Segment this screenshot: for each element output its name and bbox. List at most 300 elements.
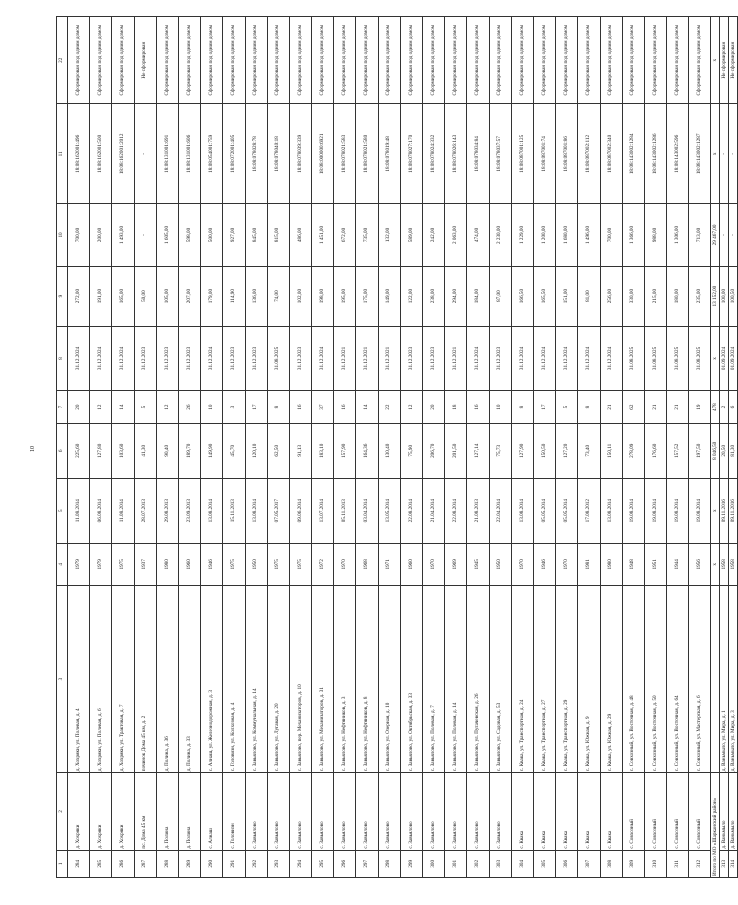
table-cell: с. Завьялово bbox=[378, 773, 400, 850]
table-cell: 130,40 bbox=[378, 423, 400, 478]
table-cell: 18:08:087001:125 bbox=[511, 104, 533, 204]
table-cell: с. Завьялово bbox=[467, 773, 489, 850]
table-cell: 225,60 bbox=[68, 423, 90, 478]
table-cell: 120,10 bbox=[245, 423, 267, 478]
table-cell: 31.08.2025 bbox=[622, 326, 644, 391]
table-cell: 14 bbox=[356, 391, 378, 423]
table-cell: Сформирован под одним домом bbox=[90, 17, 112, 104]
table-cell: 1946 bbox=[201, 543, 223, 585]
table-cell: 157,90 bbox=[334, 423, 356, 478]
table-cell: 09.11.2016 bbox=[729, 478, 738, 543]
table-cell: Сформирован под одним домом bbox=[533, 17, 555, 104]
table-cell: с. Квака, ул. Транспортная, д. 27 bbox=[533, 586, 555, 773]
table-cell: 31.08.2025 bbox=[644, 326, 666, 391]
table-cell: 189,70 bbox=[178, 423, 200, 478]
table-row bbox=[245, 17, 267, 878]
table-cell: 284 bbox=[68, 850, 90, 877]
table-cell: 1975 bbox=[267, 543, 289, 585]
table-row bbox=[578, 17, 600, 878]
table-cell: - bbox=[729, 204, 738, 266]
table-cell: 175,00 bbox=[356, 266, 378, 326]
total-cell: 29 467,00 bbox=[711, 204, 720, 266]
table-cell: 18:08:054001:759 bbox=[201, 104, 223, 204]
table-cell: 1937 bbox=[134, 543, 156, 585]
table-cell: 299 bbox=[400, 850, 422, 877]
table-cell: 1980 bbox=[600, 543, 622, 585]
table-cell: 1 306,00 bbox=[667, 204, 689, 266]
table-cell: с. Совхозный, ул. Восточная, д. 48 bbox=[622, 586, 644, 773]
table-cell: 1951 bbox=[644, 543, 666, 585]
table-cell: 19.08.2014 bbox=[644, 478, 666, 543]
table-cell: 31.08.2025 bbox=[267, 326, 289, 391]
table-cell: 815,00 bbox=[267, 204, 289, 266]
table-cell: с. Головизн, ул. Колхозная, д. 4 bbox=[223, 586, 245, 773]
column-header: 1 bbox=[57, 850, 68, 877]
table-cell: Сформирован под одним домом bbox=[223, 17, 245, 104]
table-cell: починок Дома 45 км, д. 2 bbox=[134, 586, 156, 773]
rotated-table-sheet bbox=[56, 16, 736, 878]
table-cell: 207,00 bbox=[178, 266, 200, 326]
table-cell: 103,60 bbox=[112, 423, 134, 478]
table-row bbox=[729, 17, 738, 878]
table-cell: 13.05.2014 bbox=[378, 478, 400, 543]
table-cell: 18:08:078039:339 bbox=[289, 104, 311, 204]
table-cell: - bbox=[720, 104, 729, 204]
column-header: 22 bbox=[57, 17, 68, 104]
table-cell: с. Завьялово bbox=[356, 773, 378, 850]
table-cell: с. Совхозный bbox=[622, 773, 644, 850]
table-cell: с. Квака bbox=[533, 773, 555, 850]
table-cell: 6 bbox=[729, 391, 738, 423]
table-cell: Сформирован под одним домом bbox=[156, 17, 178, 104]
table-cell: 41,30 bbox=[134, 423, 156, 478]
table-cell: 166,50 bbox=[511, 266, 533, 326]
table-cell: 18:08:087002:340 bbox=[600, 104, 622, 204]
table-cell: 305 bbox=[533, 850, 555, 877]
table-cell: 29.08.2013 bbox=[156, 478, 178, 543]
table-cell: 31.12.2024 bbox=[68, 326, 90, 391]
column-header: 11 bbox=[57, 104, 68, 204]
table-cell: 100,00 bbox=[720, 266, 729, 326]
column-header: 9 bbox=[57, 266, 68, 326]
table-cell: Сформирован под одним домом bbox=[312, 17, 334, 104]
table-cell: с. Совхозный bbox=[689, 773, 711, 850]
table-cell: с. Завьялово, ул. Полевая, д. 7 bbox=[423, 586, 445, 773]
table-cell: 294 bbox=[289, 850, 311, 877]
table-cell: 18:08:162001:2012 bbox=[112, 104, 134, 204]
table-cell: д. Хохряки, ул. Полевая, д. 6 bbox=[90, 586, 112, 773]
table-cell: Сформирован под одним домом bbox=[578, 17, 600, 104]
table-cell: д. Хохряки, ул. Полевая, д. 4 bbox=[68, 586, 90, 773]
table-cell: 22 bbox=[378, 391, 400, 423]
table-cell: 09.06.2014 bbox=[289, 478, 311, 543]
table-cell: 200,00 bbox=[90, 204, 112, 266]
table-cell: д. Ваньмыло bbox=[720, 773, 729, 850]
table-cell: 31.12.2024 bbox=[112, 326, 134, 391]
table-cell: 31.12.2023 bbox=[134, 326, 156, 391]
table-cell: 201,50 bbox=[445, 423, 467, 478]
table-cell: 21.04.2014 bbox=[423, 478, 445, 543]
table-cell: 18:08:072001:405 bbox=[223, 104, 245, 204]
table-cell: Сформирован под одним домом bbox=[378, 17, 400, 104]
table-cell: д. Хохряки bbox=[90, 773, 112, 850]
table-cell: 22.08.2014 bbox=[400, 478, 422, 543]
table-cell: 136,00 bbox=[245, 266, 267, 326]
table-cell: 1 200,00 bbox=[533, 204, 555, 266]
table-cell: 05.05.2014 bbox=[533, 478, 555, 543]
table-row bbox=[68, 17, 90, 878]
table-cell: с. Завьялово, ул. Садовая, д. 53 bbox=[489, 586, 511, 773]
table-cell: 1981 bbox=[578, 543, 600, 585]
table-cell: 31.12.2021 bbox=[334, 326, 356, 391]
table-cell: 150,11 bbox=[600, 423, 622, 478]
table-cell: с. Квака bbox=[578, 773, 600, 850]
table-cell: 10 bbox=[201, 391, 223, 423]
table-cell: 310 bbox=[644, 850, 666, 877]
table-cell: 03.04.2014 bbox=[356, 478, 378, 543]
table-cell: с. Совхозный bbox=[644, 773, 666, 850]
table-row bbox=[312, 17, 334, 878]
table-cell: 672,00 bbox=[334, 204, 356, 266]
table-cell: 191,00 bbox=[90, 266, 112, 326]
table-cell: Сформирован под одним домом bbox=[667, 17, 689, 104]
table-cell: с. Совхозный, ул. Восточная, д. 50 bbox=[644, 586, 666, 773]
table-cell: 294,00 bbox=[445, 266, 467, 326]
table-row bbox=[533, 17, 555, 878]
table-cell: 1 451,00 bbox=[312, 204, 334, 266]
table-cell: 18:08:078026:143 bbox=[445, 104, 467, 204]
table-cell: с. Завьялово bbox=[289, 773, 311, 850]
table-cell: 16 bbox=[289, 391, 311, 423]
table-cell: 164,36 bbox=[356, 423, 378, 478]
table-cell: Сформирован под одним домом bbox=[68, 17, 90, 104]
column-header: 6 bbox=[57, 423, 68, 478]
table-cell: 18:08:078024:332 bbox=[423, 104, 445, 204]
table-cell: 18:08:143002:1287 bbox=[689, 104, 711, 204]
table-cell: 713,00 bbox=[689, 204, 711, 266]
table-cell: 18:08:143002:1284 bbox=[622, 104, 644, 204]
table-cell: 2 230,00 bbox=[489, 204, 511, 266]
table-cell: 151,00 bbox=[556, 266, 578, 326]
column-header: 5 bbox=[57, 478, 68, 543]
table-cell: д. Полина bbox=[178, 773, 200, 850]
total-cell bbox=[711, 586, 720, 773]
table-cell: 235,00 bbox=[689, 266, 711, 326]
table-cell: 114,90 bbox=[223, 266, 245, 326]
table-cell: 31.12.2024 bbox=[90, 326, 112, 391]
table-cell: 289 bbox=[178, 850, 200, 877]
table-cell: Сформирован под одним домом bbox=[423, 17, 445, 104]
total-cell: x bbox=[711, 104, 720, 204]
table-cell: с. Завьялово, пер. Механизаторов, д. 10 bbox=[289, 586, 311, 773]
table-cell: 17 bbox=[533, 391, 555, 423]
table-cell: с. Квака bbox=[511, 773, 533, 850]
table-cell: 1970 bbox=[423, 543, 445, 585]
table-row bbox=[134, 17, 156, 878]
table-cell: 22.04.2014 bbox=[489, 478, 511, 543]
total-cell: 8 046,50 bbox=[711, 423, 720, 478]
table-cell: 12 bbox=[90, 391, 112, 423]
table-cell: 1975 bbox=[112, 543, 134, 585]
table-body bbox=[68, 17, 738, 878]
table-cell: 05.11.2013 bbox=[334, 478, 356, 543]
table-cell: 90,40 bbox=[156, 423, 178, 478]
table-cell: д. Хохряки bbox=[68, 773, 90, 850]
table-cell: 15.11.2013 bbox=[223, 478, 245, 543]
header-row bbox=[57, 17, 68, 878]
table-row bbox=[201, 17, 223, 878]
column-header: 2 bbox=[57, 773, 68, 850]
table-cell: 215,00 bbox=[644, 266, 666, 326]
table-cell: 13.07.2014 bbox=[312, 478, 334, 543]
table-cell: 31.12.2021 bbox=[356, 326, 378, 391]
table-cell: 1970 bbox=[334, 543, 356, 585]
table-cell: 1969 bbox=[445, 543, 467, 585]
table-cell: 1980 bbox=[156, 543, 178, 585]
table-cell: 31.12.2024 bbox=[556, 326, 578, 391]
table-cell: 13.08.2014 bbox=[245, 478, 267, 543]
table-cell: 1960 bbox=[400, 543, 422, 585]
table-cell: 50,00 bbox=[134, 266, 156, 326]
housing-table bbox=[56, 16, 738, 878]
table-cell: 75,73 bbox=[489, 423, 511, 478]
table-cell: 1950 bbox=[245, 543, 267, 585]
table-cell: 1975 bbox=[289, 543, 311, 585]
table-cell: 330,00 bbox=[622, 266, 644, 326]
table-cell: 18:08:087002:112 bbox=[578, 104, 600, 204]
table-cell: 307 bbox=[578, 850, 600, 877]
table-cell: Сформирован под одним домом bbox=[445, 17, 467, 104]
table-cell: д. Ваньмыло bbox=[729, 773, 738, 850]
table-cell: Сформирован под одним домом bbox=[644, 17, 666, 104]
table-cell: 1 605,00 bbox=[156, 204, 178, 266]
table-cell: 287 bbox=[134, 850, 156, 877]
table-row bbox=[223, 17, 245, 878]
table-cell: 81,30 bbox=[729, 423, 738, 478]
table-cell: 16 bbox=[467, 391, 489, 423]
table-cell: 22.08.2014 bbox=[445, 478, 467, 543]
table-cell: 306 bbox=[556, 850, 578, 877]
table-cell: 288 bbox=[156, 850, 178, 877]
table-cell: 18:08:078037:57 bbox=[489, 104, 511, 204]
column-header: 8 bbox=[57, 326, 68, 391]
table-cell: 8 bbox=[578, 391, 600, 423]
table-cell: 312 bbox=[689, 850, 711, 877]
table-cell: 1945 bbox=[467, 543, 489, 585]
table-cell: 1958 bbox=[729, 543, 738, 585]
table-cell: 1970 bbox=[511, 543, 533, 585]
table-cell: 16 bbox=[334, 391, 356, 423]
table-cell: 700,00 bbox=[68, 204, 90, 266]
table-cell: 21 bbox=[600, 391, 622, 423]
column-header: 4 bbox=[57, 543, 68, 585]
table-cell: Сформирован под одним домом bbox=[689, 17, 711, 104]
table-cell: 195,00 bbox=[334, 266, 356, 326]
table-cell: 127,80 bbox=[90, 423, 112, 478]
table-cell: д. Хохряки, ул. Трактовая, д. 7 bbox=[112, 586, 134, 773]
table-cell: 278,09 bbox=[622, 423, 644, 478]
table-cell: 8 bbox=[511, 391, 533, 423]
table-cell: 3 bbox=[223, 391, 245, 423]
table-row bbox=[689, 17, 711, 878]
table-cell: 598,00 bbox=[178, 204, 200, 266]
table-cell: пс. Дома 45 км bbox=[134, 773, 156, 850]
table-cell: 1972 bbox=[312, 543, 334, 585]
table-cell: 290 bbox=[201, 850, 223, 877]
column-header: 3 bbox=[57, 586, 68, 773]
table-cell: 150,50 bbox=[533, 423, 555, 478]
table-cell: 31.12.2024 bbox=[578, 326, 600, 391]
table-row bbox=[445, 17, 467, 878]
table-cell: 272,00 bbox=[68, 266, 90, 326]
table-row bbox=[622, 17, 644, 878]
table-row bbox=[112, 17, 134, 878]
table-cell: 31.12.2024 bbox=[511, 326, 533, 391]
table-cell: Сформирован под одним домом bbox=[267, 17, 289, 104]
table-cell: - bbox=[134, 104, 156, 204]
table-cell: 102,00 bbox=[289, 266, 311, 326]
table-cell: с. Завьялово, ул. Нефтяников, д. 3 bbox=[334, 586, 356, 773]
table-cell: 31.12.2023 bbox=[489, 326, 511, 391]
table-cell: 31.12.2021 bbox=[445, 326, 467, 391]
table-cell: 304 bbox=[511, 850, 533, 877]
table-cell: с. Завьялово, ул. Пугачевская, д. 26 bbox=[467, 586, 489, 773]
table-cell: с. Головизн bbox=[223, 773, 245, 850]
table-cell: 01.09.2024 bbox=[720, 326, 729, 391]
table-cell: 302 bbox=[467, 850, 489, 877]
table-cell: 1 680,00 bbox=[556, 204, 578, 266]
total-cell: x bbox=[711, 17, 720, 104]
total-cell: x bbox=[711, 543, 720, 585]
table-cell: Сформирован под одним домом bbox=[245, 17, 267, 104]
table-cell: 238,00 bbox=[423, 266, 445, 326]
table-cell: с. Квака bbox=[556, 773, 578, 850]
table-cell: Сформирован под одним домом bbox=[201, 17, 223, 104]
table-row bbox=[356, 17, 378, 878]
table-cell: д. Полина, д. 36 bbox=[156, 586, 178, 773]
table-cell: 19 bbox=[689, 391, 711, 423]
total-cell: 13 152,00 bbox=[711, 266, 720, 326]
table-cell: 05.05.2014 bbox=[556, 478, 578, 543]
table-cell: 313 bbox=[720, 850, 729, 877]
table-cell: 1 366,00 bbox=[622, 204, 644, 266]
table-row bbox=[556, 17, 578, 878]
table-cell: 18:08:078028:78 bbox=[245, 104, 267, 204]
table-cell: Сформирован под одним домом bbox=[600, 17, 622, 104]
table-cell: с. Завьялово bbox=[334, 773, 356, 850]
table-cell: 62 bbox=[622, 391, 644, 423]
table-cell: 500,00 bbox=[201, 204, 223, 266]
table-cell: 256,00 bbox=[600, 266, 622, 326]
table-cell: 5 bbox=[134, 391, 156, 423]
table-cell: 28.07.2013 bbox=[134, 478, 156, 543]
total-cell: 478 bbox=[711, 391, 720, 423]
table-cell: Сформирован под одним домом bbox=[622, 17, 644, 104]
table-cell: 165,50 bbox=[533, 266, 555, 326]
table-cell: - bbox=[729, 104, 738, 204]
table-cell: 81,00 bbox=[578, 266, 600, 326]
table-cell: Сформирован под одним домом bbox=[556, 17, 578, 104]
table-cell: 73,40 bbox=[578, 423, 600, 478]
table-cell: 19.08.2014 bbox=[667, 478, 689, 543]
table-cell: 18:08:087001:86 bbox=[556, 104, 578, 204]
table-cell: 286 bbox=[112, 850, 134, 877]
table-cell: с. Совхозный bbox=[667, 773, 689, 850]
table-row bbox=[289, 17, 311, 878]
table-cell: с. Завьялово bbox=[400, 773, 422, 850]
table-cell: 1979 bbox=[68, 543, 90, 585]
table-cell: Сформирован под одним домом bbox=[400, 17, 422, 104]
table-cell: 314 bbox=[729, 850, 738, 877]
page-number: 10 bbox=[30, 446, 36, 452]
table-cell: д. Полина, д. 33 bbox=[178, 586, 200, 773]
table-cell: 300 bbox=[423, 850, 445, 877]
table-cell: 17 bbox=[245, 391, 267, 423]
table-cell: 1956 bbox=[689, 543, 711, 585]
table-cell: с. Завьялово bbox=[312, 773, 334, 850]
table-cell: 31.12.2024 bbox=[533, 326, 555, 391]
table-cell: с. Квака, ул. Транспортная, д. 29 bbox=[556, 586, 578, 773]
table-row bbox=[90, 17, 112, 878]
table-cell: 26 bbox=[178, 391, 200, 423]
table-row bbox=[423, 17, 445, 878]
table-cell: 17.08.2012 bbox=[578, 478, 600, 543]
table-cell: 18:08:143002:596 bbox=[667, 104, 689, 204]
table-cell: Не сформирован bbox=[720, 17, 729, 104]
table-cell: 242,00 bbox=[423, 204, 445, 266]
table-cell: 927,00 bbox=[223, 204, 245, 266]
table-cell: 19.08.2014 bbox=[689, 478, 711, 543]
table-cell: 309 bbox=[622, 850, 644, 877]
table-cell: 1 229,00 bbox=[511, 204, 533, 266]
table-cell: 2 063,00 bbox=[445, 204, 467, 266]
table-cell: 31.12.2023 bbox=[156, 326, 178, 391]
table-cell: 1944 bbox=[667, 543, 689, 585]
table-cell: 486,00 bbox=[289, 204, 311, 266]
table-cell: 149,00 bbox=[378, 266, 400, 326]
table-row bbox=[667, 17, 689, 878]
table-row bbox=[267, 17, 289, 878]
table-row bbox=[644, 17, 666, 878]
table-cell: с. Завьялово bbox=[489, 773, 511, 850]
table-cell: с. Завьялово, ул. Озерная, д. 10 bbox=[378, 586, 400, 773]
table-cell: 127,20 bbox=[556, 423, 578, 478]
table-cell: Сформирован под одним домом bbox=[178, 17, 200, 104]
total-cell: x bbox=[711, 326, 720, 391]
table-cell: 157,52 bbox=[667, 423, 689, 478]
table-cell: 14 bbox=[112, 391, 134, 423]
table-row bbox=[334, 17, 356, 878]
table-cell: 06.08.2014 bbox=[90, 478, 112, 543]
table-cell: 1960 bbox=[178, 543, 200, 585]
table-cell: 18:08:162001:496 bbox=[68, 104, 90, 204]
table-cell: 988,00 bbox=[644, 204, 666, 266]
table-cell: 2 bbox=[720, 391, 729, 423]
total-cell: x bbox=[711, 478, 720, 543]
table-cell: 45,70 bbox=[223, 423, 245, 478]
table-cell: с. Совхозный, ул. Мастерская, д. 6 bbox=[689, 586, 711, 773]
table-cell: 18:08:078027:170 bbox=[400, 104, 422, 204]
table-cell: 474,00 bbox=[467, 204, 489, 266]
table-cell: 31.12.2023 bbox=[423, 326, 445, 391]
table-cell: 18:08:143002:1286 bbox=[644, 104, 666, 204]
table-cell: 18:08:078021:580 bbox=[356, 104, 378, 204]
table-row bbox=[720, 17, 729, 878]
table-cell: 11.08.2014 bbox=[112, 478, 134, 543]
table-cell: с. Алнаш, ул. Железнодорожная, д. 3 bbox=[201, 586, 223, 773]
table-cell: Сформирован под одним домом bbox=[467, 17, 489, 104]
table-cell: 13.08.2014 bbox=[201, 478, 223, 543]
